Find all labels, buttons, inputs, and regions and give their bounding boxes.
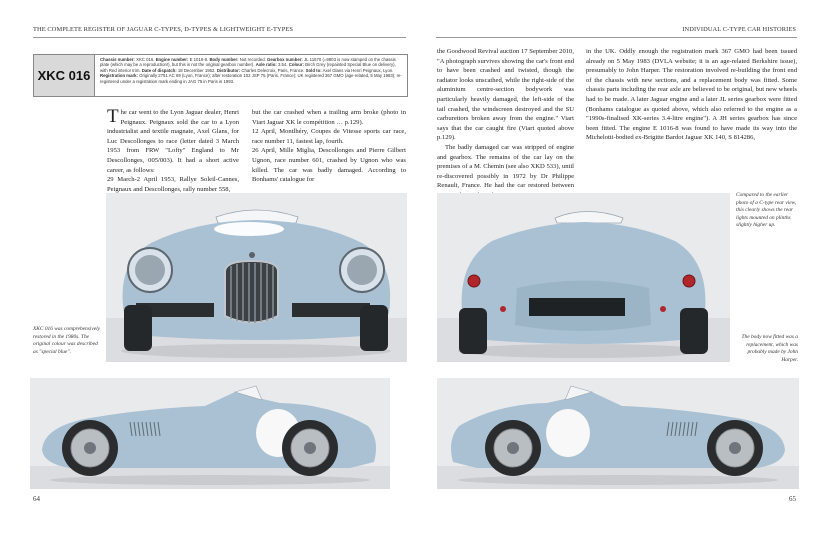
spec-label: Body number: <box>209 57 239 62</box>
paragraph: the Goodwood Revival auction 17 September 2010, "A photograph survives showing the car's front end to have been crashed and twisted, though the radiator looks unscathed, while the right-side of the aluminium centre-section bodywork was particularly heavily damaged, the left-side of the tail crashed, the windscreen destroyed and the SU carburettors broken away from the engine." Viart says that the car caught fire (Viart quoted above p.129). <box>437 48 574 142</box>
spec-label: Engine number: <box>155 57 189 62</box>
caption-rear-photo: Compared to the earlier photo of a C-type rear view, this clearly shows the rear lights mounted on plinths slightly higher up. <box>736 192 797 229</box>
paragraph: The badly damaged car was stripped of engine and gearbox. The remains of the car lay on the premises of a M. Chemin (see also XKD 533), until re-discovered possibly in 1972 by Dr Philippe Renault, France. He had the car restored between <box>437 143 574 190</box>
text-column-3 <box>437 47 574 201</box>
running-header-left: THE COMPLETE REGISTER OF JAGUAR C-TYPES, D-TYPES & LIGHTWEIGHT E-TYPES <box>33 26 294 33</box>
header-rule-right <box>436 37 797 38</box>
paragraph: 26 April, Mille Miglia, Descollonges and Pierre Gilbert Ugnon, race number 601, crashed by Ugnon who was killed. The car was badly damaged. According to Bonhams' catalogue for <box>252 147 406 184</box>
registration-badge: XKC 016 <box>34 55 95 96</box>
jaguar-front-illustration <box>106 193 407 362</box>
spec-value: Birch Grey (repainted Special Blue on delivery), with Red interior trim. <box>100 62 396 73</box>
spec-label: Date of dispatch: <box>141 67 177 73</box>
header-rule-left <box>33 37 406 38</box>
spec-label: Registration mark: <box>100 73 138 79</box>
page-number-left: 64 <box>33 495 40 503</box>
spec-value: JL 11670 (=9803 is now stamped on the chassis plate (which may be a reproduction!), but this is not the original gearbox number). <box>100 57 396 68</box>
text-column-4 <box>586 47 797 143</box>
left-side-photo <box>30 378 390 489</box>
caption-body-replacement: The body now fitted was a replacement, which was probably made by John Harper. <box>741 334 798 363</box>
spec-label: Chassis number: <box>100 57 135 62</box>
spec-value: E 1016-8. <box>189 57 209 62</box>
jaguar-rear-illustration <box>437 193 730 362</box>
spec-value: XKC 016. <box>136 57 155 62</box>
spec-label: Axle ratio: <box>255 62 277 68</box>
spec-value: Charles Delecroix, Paris, France. <box>241 67 305 73</box>
spec-label: Gearbox number: <box>267 57 303 62</box>
right-side-photo <box>437 378 799 489</box>
rear-view-photo <box>437 193 730 362</box>
running-header-right: INDIVIDUAL C-TYPE CAR HISTORIES <box>682 26 796 33</box>
paragraph: he car went to the Lyon Jaguar dealer, Henri Peignaux. Peignaux sold the car to a Lyon industrialist and textile magnate, Axel Glans, for Luc Descollonges to race (letter dated 3 March 1953 from FRW "Lofty" England to Mr Descollonges, 005/003). It had a short active career, as follows: <box>107 109 239 174</box>
front-view-photo <box>106 193 407 362</box>
spec-value: Originally 2751 AC 69 (Lyon, France); after restoration 102 JSP 75 (Paris, France); UK registered 367 GMO (age-related, 5 May 1983); re-registered under a registration mark ending in JAG 75 in Paris in 1993. <box>100 73 402 84</box>
text-column-2 <box>252 108 406 185</box>
spec-value: 3.54. <box>277 62 288 68</box>
jaguar-left-side-illustration <box>30 378 390 489</box>
text-column-1 <box>107 108 239 194</box>
spec-box <box>33 54 408 97</box>
paragraph: in the UK. Oddly enough the registration mark 367 GMO had been issued already on 5 May 1983 (DVLA website; it is an age-related Berkshire issue), presumably to John Harper. The restoration involved re-building the front end of the chassis with new sections, and a replacement body was fitted. Some chassis parts including the rear axle are believed to be original, but new wheels had to be made. A later Jaguar engine and a later JL series gearbox were fitted (Bonhams catalogue as quoted above, which also referred to the engine as a "1990s-finalised XK-series 3.4-litre engine"). A JH series gearbox has since been fitted. The engine E 1016-8 was found to have made its way into the Michelotti-bodied ex-Brigitte Bardot Jaguar XK 140, S 814286, <box>586 48 797 142</box>
spec-label: Colour: <box>288 62 304 68</box>
paragraph: 29 March-2 April 1953, Rallye Soleil-Cannes, Peignaux and Descollonges, rally number 558, <box>107 176 239 193</box>
spec-lines <box>100 57 403 84</box>
spec-value: Not recorded. <box>239 57 266 62</box>
jaguar-right-side-illustration <box>437 378 799 489</box>
spec-label: Distributor: <box>216 67 241 73</box>
caption-front-photo: XKC 016 was comprehensively restored in the 1980s. The original colour was described as "special blue". <box>33 326 101 355</box>
drop-cap: T <box>107 106 119 127</box>
spec-value: Axel Glans via Henri Peignaux, Lyon. <box>322 67 394 73</box>
paragraph: 12 April, Montlhéry, Coupes de Vitesse sports car race, race number 11, fastest lap, fourth. <box>252 128 406 145</box>
page-number-right: 65 <box>789 495 796 503</box>
paragraph: but the car crashed when a trailing arm broke (photo in Viart Jaguar XK le compétition … p.129). <box>252 109 406 126</box>
spec-value: 18 December 1952. <box>177 67 216 73</box>
spec-label: Sold to: <box>305 67 322 73</box>
